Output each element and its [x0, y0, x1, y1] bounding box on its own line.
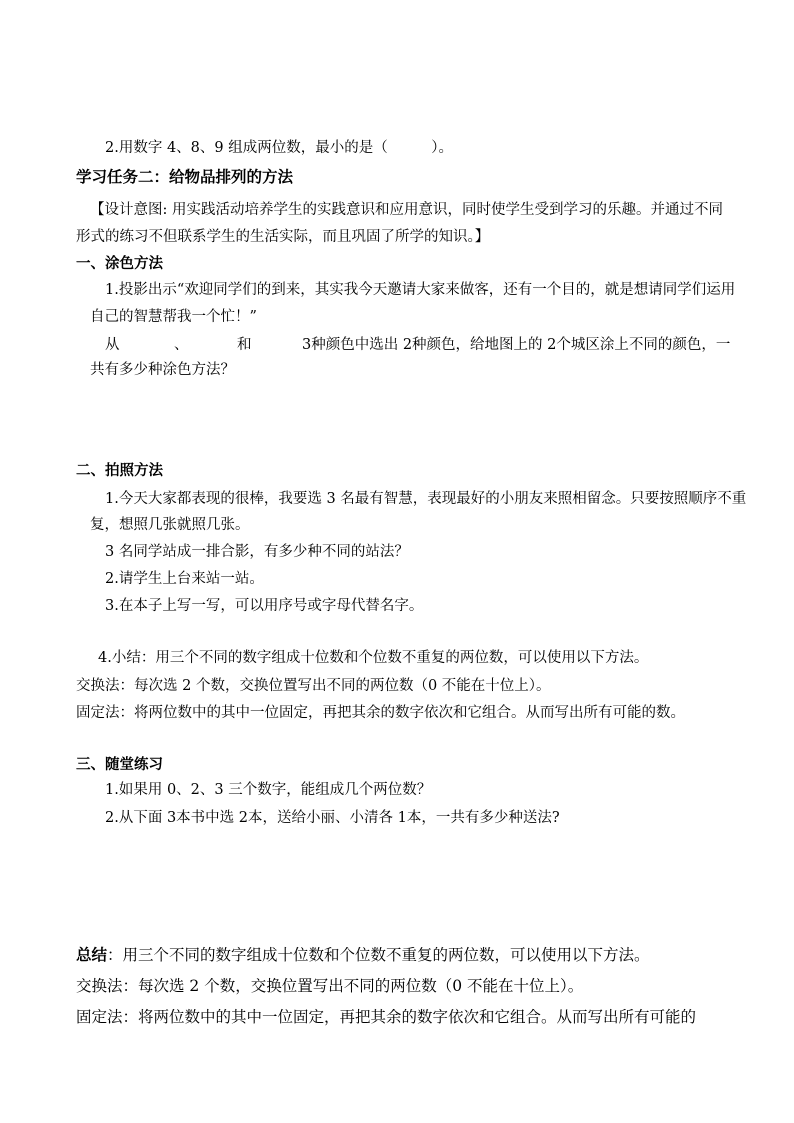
section3-line1: 1.如果用 0、2、3 三个数字，能组成几个两位数？ — [105, 782, 432, 798]
final-summary-line1 — [76, 945, 650, 965]
section1-line1: 1.投影出示“欢迎同学们的到来，其实我今天邀请大家来做客，还有一个目的，就是想请同学们运用 — [105, 282, 736, 298]
task2-heading: 学习任务二：给物品排列的方法 — [76, 167, 294, 186]
section2-heading: 二、拍照方法 — [76, 462, 163, 479]
question-2: 2.用数字 4、8、9 组成两位数，最小的是（ ）。 — [105, 140, 453, 156]
summary-line2: 交换法：每次选 2 个数，交换位置写出不同的两位数（0 不能在十位上）。 — [76, 678, 551, 694]
section3-line2: 2.从下面 3本书中选 2本，送给小丽、小清各 1本，一共有多少种送法? — [105, 810, 560, 826]
section2-line5: 3.在本子上写一写，可以用序号或字母代替名字。 — [105, 598, 424, 614]
summary-line3: 固定法：将两位数中的其中一位固定，再把其余的数字依次和它组合。从而写出所有可能的数。 — [76, 705, 685, 721]
final-summary-line2: 交换法：每次选 2 个数，交换位置写出不同的两位数（0 不能在十位上）。 — [76, 977, 584, 995]
section1-line4: 共有多少种涂色方法？ — [90, 362, 235, 378]
summary-line1: 4.小结：用三个不同的数字组成十位数和个位数不重复的两位数，可以使用以下方法。 — [98, 650, 649, 666]
section2-line1: 1.今天大家都表现的很棒，我要选 3 名最有智慧，表现最好的小朋友来照相留念。只要按照顺序不重 — [105, 491, 747, 507]
section3-heading: 三、随堂练习 — [76, 756, 163, 773]
section1-line3-from: 从 — [105, 337, 120, 353]
final-summary-text: ：用三个不同的数字组成十位数和个位数不重复的两位数，可以使用以下方法。 — [107, 946, 650, 964]
section1-line3-comma: 、 — [174, 337, 189, 353]
design-intent-line1: 【设计意图: 用实践活动培养学生的实践意识和应用意识，同时使学生受到学习的乐趣。并通过不同 — [90, 202, 723, 218]
section1-line3-and: 和 — [237, 337, 252, 353]
section2-line4: 2.请学生上台来站一站。 — [105, 571, 264, 587]
final-summary-line3: 固定法：将两位数中的其中一位固定，再把其余的数字依次和它组合。从而写出所有可能的 — [76, 1008, 697, 1026]
section2-line3: 3 名同学站成一排合影，有多少种不同的站法？ — [105, 544, 409, 560]
section2-line2: 复，想照几张就照几张。 — [90, 517, 250, 533]
section1-line2: 自己的智慧帮我一个忙！” — [90, 309, 257, 325]
final-summary-label: 总结 — [76, 945, 108, 964]
section1-heading: 一、涂色方法 — [76, 255, 163, 272]
design-intent-line2: 形式的练习不但联系学生的生活实际，而且巩固了所学的知识。】 — [76, 229, 490, 245]
section1-line3-rest: 3种颜色中选出 2种颜色，给地图上的 2个城区涂上不同的颜色，一 — [302, 337, 731, 353]
